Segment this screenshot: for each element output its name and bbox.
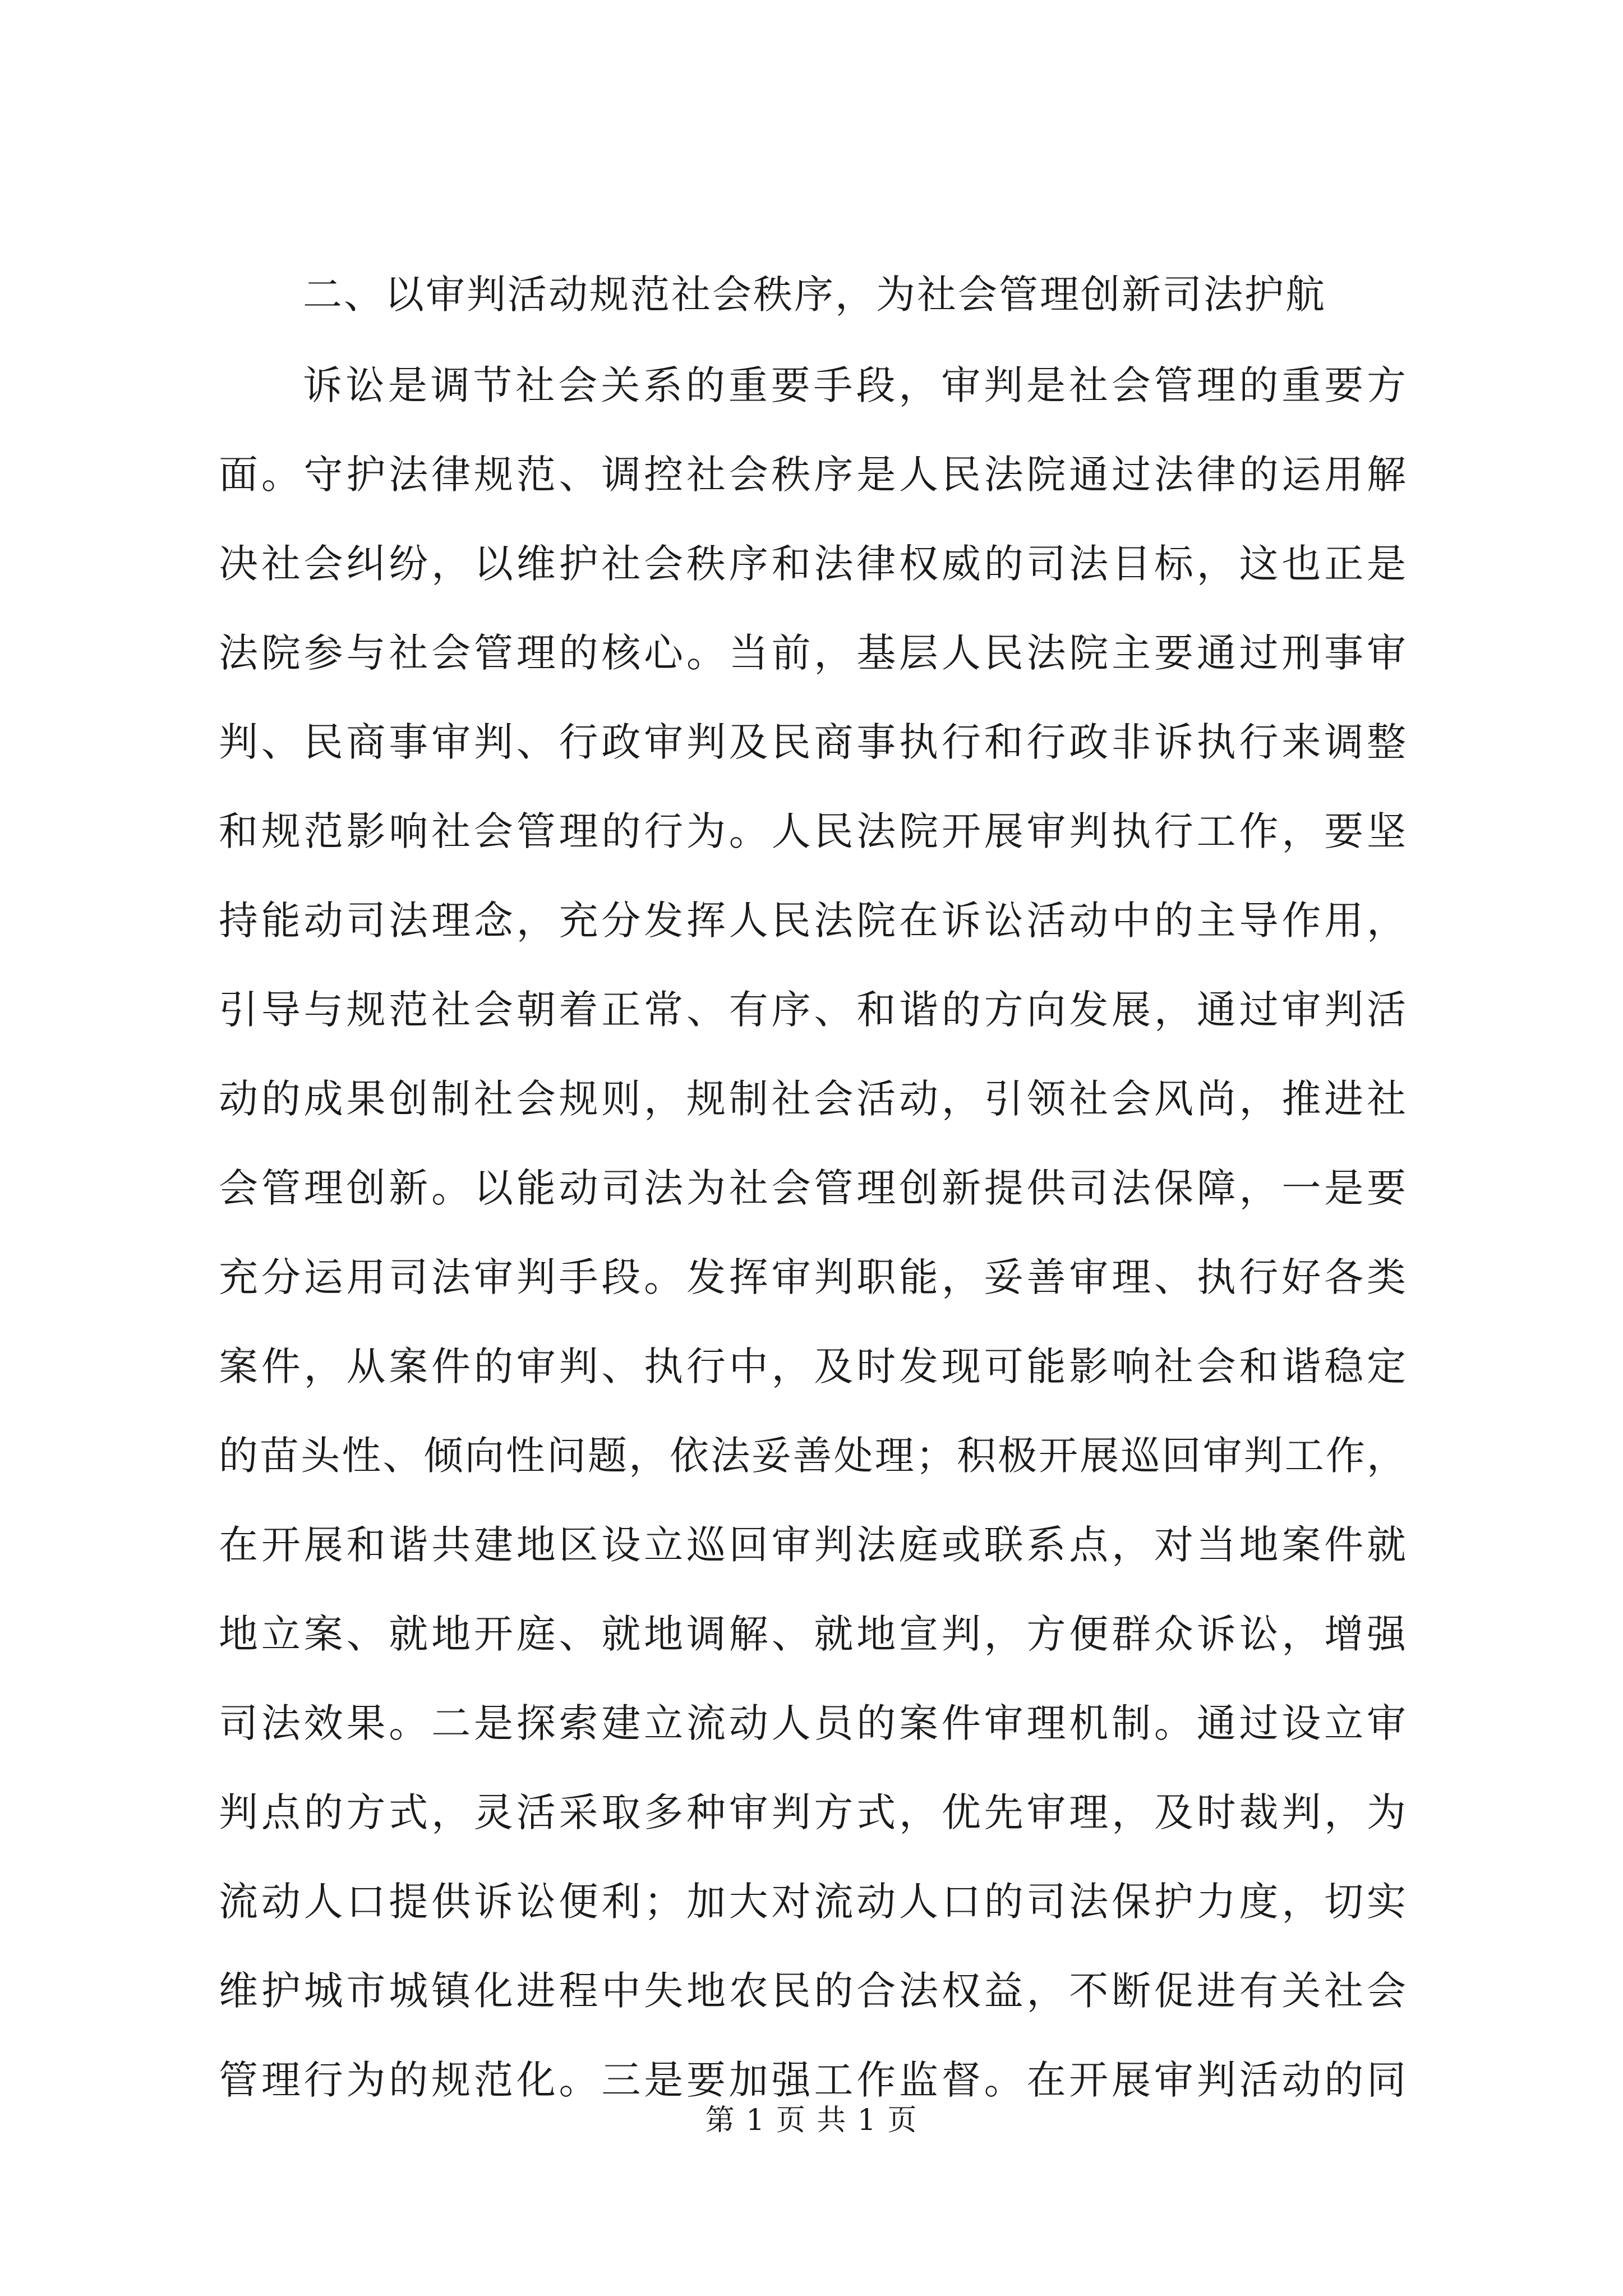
- paragraph-line: 引导与规范社会朝着正常、有序、和谐的方向发展，通过审判活: [219, 987, 1408, 1033]
- paragraph-line: 会管理创新。以能动司法为社会管理创新提供司法保障，一是要: [219, 1165, 1408, 1211]
- paragraph-line: 充分运用司法审判手段。发挥审判职能，妥善审理、执行好各类: [219, 1254, 1408, 1300]
- paragraph-line: 和规范影响社会管理的行为。人民法院开展审判执行工作，要坚: [219, 808, 1408, 854]
- paragraph-line: 判点的方式，灵活采取多种审判方式，优先审理，及时裁判，为: [219, 1789, 1408, 1835]
- paragraph-line: 案件，从案件的审判、执行中，及时发现可能影响社会和谐稳定: [219, 1343, 1408, 1389]
- paragraph-line: 维护城市城镇化进程中失地农民的合法权益，不断促进有关社会: [219, 1968, 1408, 2014]
- paragraph-line: 判、民商事审判、行政审判及民商事执行和行政非诉执行来调整: [219, 719, 1408, 765]
- paragraph-line: 地立案、就地开庭、就地调解、就地宣判，方便群众诉讼，增强: [219, 1611, 1408, 1657]
- paragraph-line: 持能动司法理念，充分发挥人民法院在诉讼活动中的主导作用，: [219, 898, 1408, 944]
- paragraph-line: 在开展和谐共建地区设立巡回审判法庭或联系点，对当地案件就: [219, 1522, 1408, 1568]
- paragraph-line: 动的成果创制社会规则，规制社会活动，引领社会风尚，推进社: [219, 1076, 1408, 1122]
- paragraph-line: 管理行为的规范化。三是要加强工作监督。在开展审判活动的同: [219, 2057, 1408, 2103]
- paragraph-line: 司法效果。二是探索建立流动人员的案件审理机制。通过设立审: [219, 1700, 1408, 1746]
- paragraph-line: 面。守护法律规范、调控社会秩序是人民法院通过法律的运用解: [219, 452, 1408, 498]
- paragraph-line: 流动人口提供诉讼便利；加大对流动人口的司法保护力度，切实: [219, 1879, 1408, 1925]
- paragraph-line: 诉讼是调节社会关系的重要手段，审判是社会管理的重要方: [303, 362, 1408, 408]
- section-heading: 二、以审判活动规范社会秩序，为社会管理创新司法护航: [303, 272, 1326, 318]
- paragraph-line: 法院参与社会管理的核心。当前，基层人民法院主要通过刑事审: [219, 630, 1408, 676]
- paragraph-line: 决社会纠纷，以维护社会秩序和法律权威的司法目标，这也正是: [219, 541, 1408, 587]
- page-footer: 第 1 页 共 1 页: [705, 2104, 918, 2137]
- paragraph-line: 的苗头性、倾向性问题，依法妥善处理；积极开展巡回审判工作，: [219, 1433, 1408, 1479]
